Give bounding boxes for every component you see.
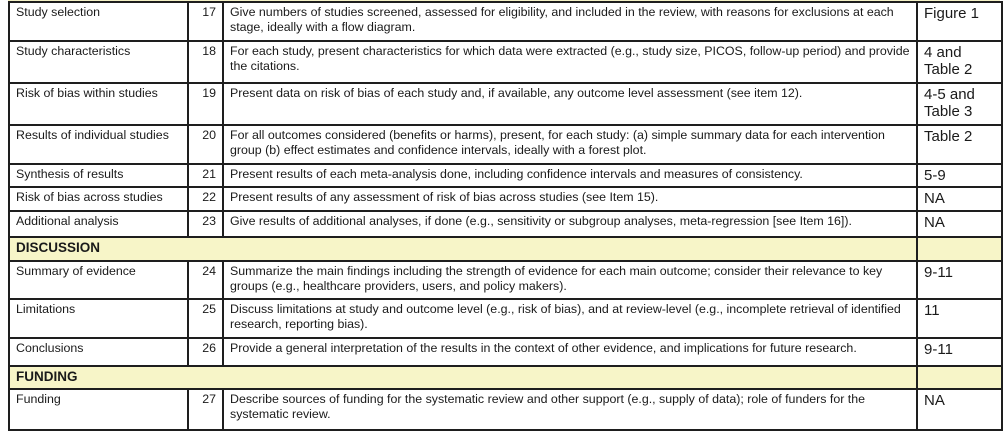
topic-cell: Additional analysis xyxy=(9,211,188,237)
table-row xyxy=(9,211,1002,237)
item-number: 25 xyxy=(188,299,223,338)
table-row xyxy=(9,299,1002,338)
table-row xyxy=(9,187,1002,211)
table-row xyxy=(9,261,1002,299)
reported-on-page: Figure 1 xyxy=(917,2,1002,41)
description-cell: Summarize the main findings including the strength of evidence for each main outcome; consider their relevance to key groups (e.g., healthcare providers, users, and policy makers). xyxy=(223,261,917,299)
topic-cell: Conclusions xyxy=(9,338,188,366)
topic-cell: Study characteristics xyxy=(9,41,188,83)
reported-on-page: Table 2 xyxy=(917,125,1002,164)
description-cell: Present results of each meta-analysis done, including confidence intervals and measures of consistency. xyxy=(223,164,917,187)
section-page-blank xyxy=(917,366,1002,389)
table-row xyxy=(9,41,1002,83)
reported-on-page: 4 and Table 2 xyxy=(917,41,1002,83)
item-number: 20 xyxy=(188,125,223,164)
item-number: 21 xyxy=(188,164,223,187)
section-title: DISCUSSION xyxy=(9,237,917,261)
reported-on-page: 11 xyxy=(917,299,1002,338)
description-cell: Present results of any assessment of risk of bias across studies (see Item 15). xyxy=(223,187,917,211)
description-cell: For each study, present characteristics for which data were extracted (e.g., study size, PICOS, follow-up period) and provide the citations. xyxy=(223,41,917,83)
prisma-checklist-table xyxy=(8,1,1003,431)
item-number: 18 xyxy=(188,41,223,83)
section-title: FUNDING xyxy=(9,366,917,389)
table-row xyxy=(9,164,1002,187)
topic-cell: Funding xyxy=(9,389,188,430)
reported-on-page: 4-5 and Table 3 xyxy=(917,83,1002,125)
description-cell: Give results of additional analyses, if done (e.g., sensitivity or subgroup analyses, meta-regression [see Item 16]). xyxy=(223,211,917,237)
table-row xyxy=(9,125,1002,164)
topic-cell: Risk of bias across studies xyxy=(9,187,188,211)
description-cell: Describe sources of funding for the systematic review and other support (e.g., supply of data); role of funders for the systematic review. xyxy=(223,389,917,430)
description-cell: Give numbers of studies screened, assessed for eligibility, and included in the review, with reasons for exclusions at each stage, ideally with a flow diagram. xyxy=(223,2,917,41)
description-cell: Present data on risk of bias of each study and, if available, any outcome level assessment (see item 12). xyxy=(223,83,917,125)
reported-on-page: NA xyxy=(917,211,1002,237)
table-row xyxy=(9,2,1002,41)
reported-on-page: NA xyxy=(917,187,1002,211)
reported-on-page: 5-9 xyxy=(917,164,1002,187)
item-number: 19 xyxy=(188,83,223,125)
topic-cell: Summary of evidence xyxy=(9,261,188,299)
topic-cell: Risk of bias within studies xyxy=(9,83,188,125)
section-page-blank xyxy=(917,237,1002,261)
item-number: 24 xyxy=(188,261,223,299)
section-header-funding xyxy=(9,366,1002,389)
table-row xyxy=(9,389,1002,430)
reported-on-page: NA xyxy=(917,389,1002,430)
section-header-discussion xyxy=(9,237,1002,261)
item-number: 26 xyxy=(188,338,223,366)
item-number: 22 xyxy=(188,187,223,211)
item-number: 17 xyxy=(188,2,223,41)
topic-cell: Synthesis of results xyxy=(9,164,188,187)
description-cell: Discuss limitations at study and outcome level (e.g., risk of bias), and at review-level (e.g., incomplete retrieval of identified research, reporting bias). xyxy=(223,299,917,338)
topic-cell: Results of individual studies xyxy=(9,125,188,164)
table-row xyxy=(9,338,1002,366)
description-cell: Provide a general interpretation of the results in the context of other evidence, and implications for future research. xyxy=(223,338,917,366)
topic-cell: Study selection xyxy=(9,2,188,41)
item-number: 27 xyxy=(188,389,223,430)
description-cell: For all outcomes considered (benefits or harms), present, for each study: (a) simple summary data for each intervention group (b) effect estimates and confidence intervals, ideally with a forest plot. xyxy=(223,125,917,164)
table-row xyxy=(9,83,1002,125)
reported-on-page: 9-11 xyxy=(917,261,1002,299)
reported-on-page: 9-11 xyxy=(917,338,1002,366)
item-number: 23 xyxy=(188,211,223,237)
topic-cell: Limitations xyxy=(9,299,188,338)
